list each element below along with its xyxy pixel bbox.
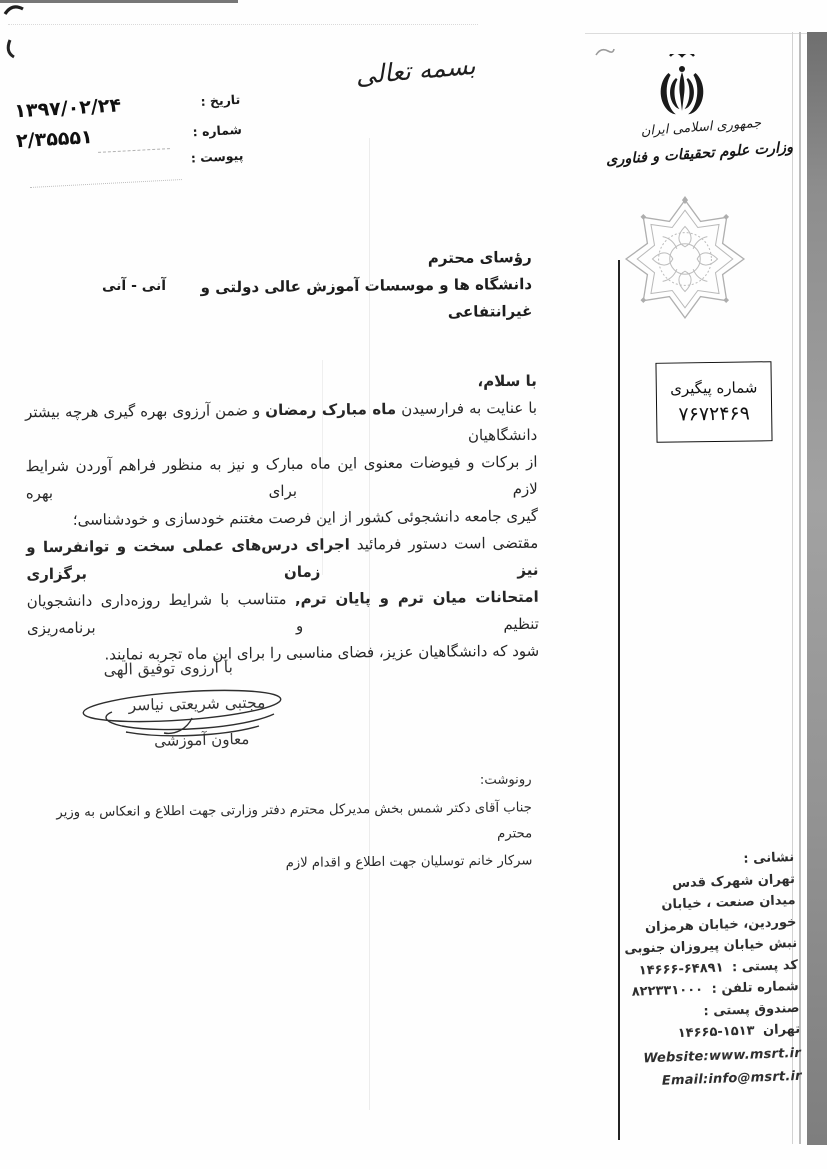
body-paragraphs (25, 395, 539, 669)
date-row (14, 88, 241, 123)
scan-top-edge (0, 0, 238, 3)
pobox-city: تهران (762, 1021, 801, 1039)
signer-name: مجتبی شریعتی نیاسر (128, 693, 266, 715)
address-line: تهران شهرک قدس (671, 871, 796, 891)
postal-code-value: ۱۴۶۶۶-۶۴۸۹۱ (638, 959, 724, 978)
attachment-row (17, 148, 243, 176)
scan-edge-band (807, 32, 827, 1145)
email-line: Email:info@msrt.ir (661, 1068, 803, 1089)
body-line: گیری جامعه دانشجوئی کشور از این فرصت مغتنم خودسازی و خودشناسی؛ (72, 506, 539, 529)
recipient-line: رؤسای محترم (427, 248, 532, 268)
number-value: ۲/۳۵۵۵۱ (15, 126, 94, 153)
cc-block (26, 767, 532, 879)
address-label: نشانی : (743, 849, 795, 867)
attachment-label: پیوست : (190, 147, 244, 166)
address-line: میدان صنعت ، خیابان (661, 892, 796, 913)
salutation: با سلام، (477, 371, 537, 391)
signature-scrawl (72, 674, 296, 746)
address-line: نبش خیابان پیروزان جنوبی (624, 935, 798, 957)
government-name: جمهوری اسلامی ایران (640, 115, 762, 140)
phone-value: ۸۲۲۳۳۱۰۰۰ (631, 982, 704, 1000)
closing-prayer: با آرزوی توفیق الهی (103, 658, 233, 679)
scan-smudge-mark (593, 42, 617, 62)
tracking-number-box (655, 361, 772, 443)
scan-page-edge-line (585, 33, 827, 34)
recipient-block (152, 244, 533, 329)
body-line: مقتضی است دستور فرمائید اجرای درس‌های عملی سخت و توانفرسا و نیز زمان برگزاری (26, 533, 539, 584)
pobox-label: صندوق پستی : (703, 1000, 800, 1019)
vertical-divider-rule (618, 260, 620, 1140)
phone-label: شماره تلفن : (711, 978, 799, 997)
body-line: شود که دانشگاهیان عزیز، فضای مناسبی را برای این ماه تجربه نمایند. (104, 641, 540, 664)
website-line: Website:www.msrt.ir (643, 1045, 802, 1066)
body-line: از برکات و فیوضات معنوی این ماه مبارک و نیز به منظور فراهم آوردن شرایط لازم برای بهره (25, 452, 538, 503)
arabesque-star-ornament (624, 196, 746, 322)
postal-code-label: کد پستی : (731, 957, 799, 975)
number-label: شماره : (192, 121, 243, 139)
address-lines (617, 868, 798, 960)
scan-dotted-streak (8, 24, 478, 25)
cc-label: رونوشت: (479, 772, 532, 788)
letter-meta-block (14, 88, 244, 183)
date-value: ۱۳۹۷/۰۲/۲۴ (13, 94, 122, 123)
letter-body (25, 368, 540, 669)
recipient-line: دانشگاه ها و موسسات آموزش عالی دولتی و غیرانتفاعی (200, 275, 533, 321)
bismillah-calligraphy: بسمه تعالی (354, 50, 477, 91)
tracking-label: شماره پیگیری (670, 378, 758, 398)
body-line: امتحانات میان ترم و پایان ترم, متناسب با شرایط روزه‌داری دانشجویان تنظیم و برنامه‌ریزی (26, 587, 540, 638)
signer-title: معاون آموزشی (153, 729, 250, 750)
scan-corner-marks (2, 2, 32, 64)
body-line: با عنایت به فرارسیدن ماه مبارک رمضان و ضمن آرزوی بهره گیری هرچه بیشتر دانشگاهیان (24, 398, 538, 445)
scan-edge-line (799, 32, 801, 1144)
footer-address-block (616, 847, 802, 1094)
ministry-name: وزارت علوم تحقیقات و فناوری (605, 139, 794, 169)
pobox-value: ۱۴۶۶۵-۱۵۱۳ (677, 1023, 755, 1042)
iran-emblem-icon (650, 54, 714, 124)
cc-item: جناب آقای دکتر شمس بخش مدیرکل محترم دفتر وزارتی جهت اطلاع و انعکاس به وزیر محترم (56, 799, 533, 842)
cc-items (27, 795, 533, 880)
cc-item: سرکار خانم توسلیان جهت اطلاع و اقدام لازم (285, 852, 533, 871)
tracking-value: ۷۶۷۲۴۶۹ (678, 402, 751, 426)
number-row (16, 118, 243, 153)
priority-stamp: آنی - آنی (102, 278, 166, 294)
date-label: تاریخ : (200, 91, 241, 109)
address-line: خوردین، خیابان هرمزان (644, 914, 797, 935)
